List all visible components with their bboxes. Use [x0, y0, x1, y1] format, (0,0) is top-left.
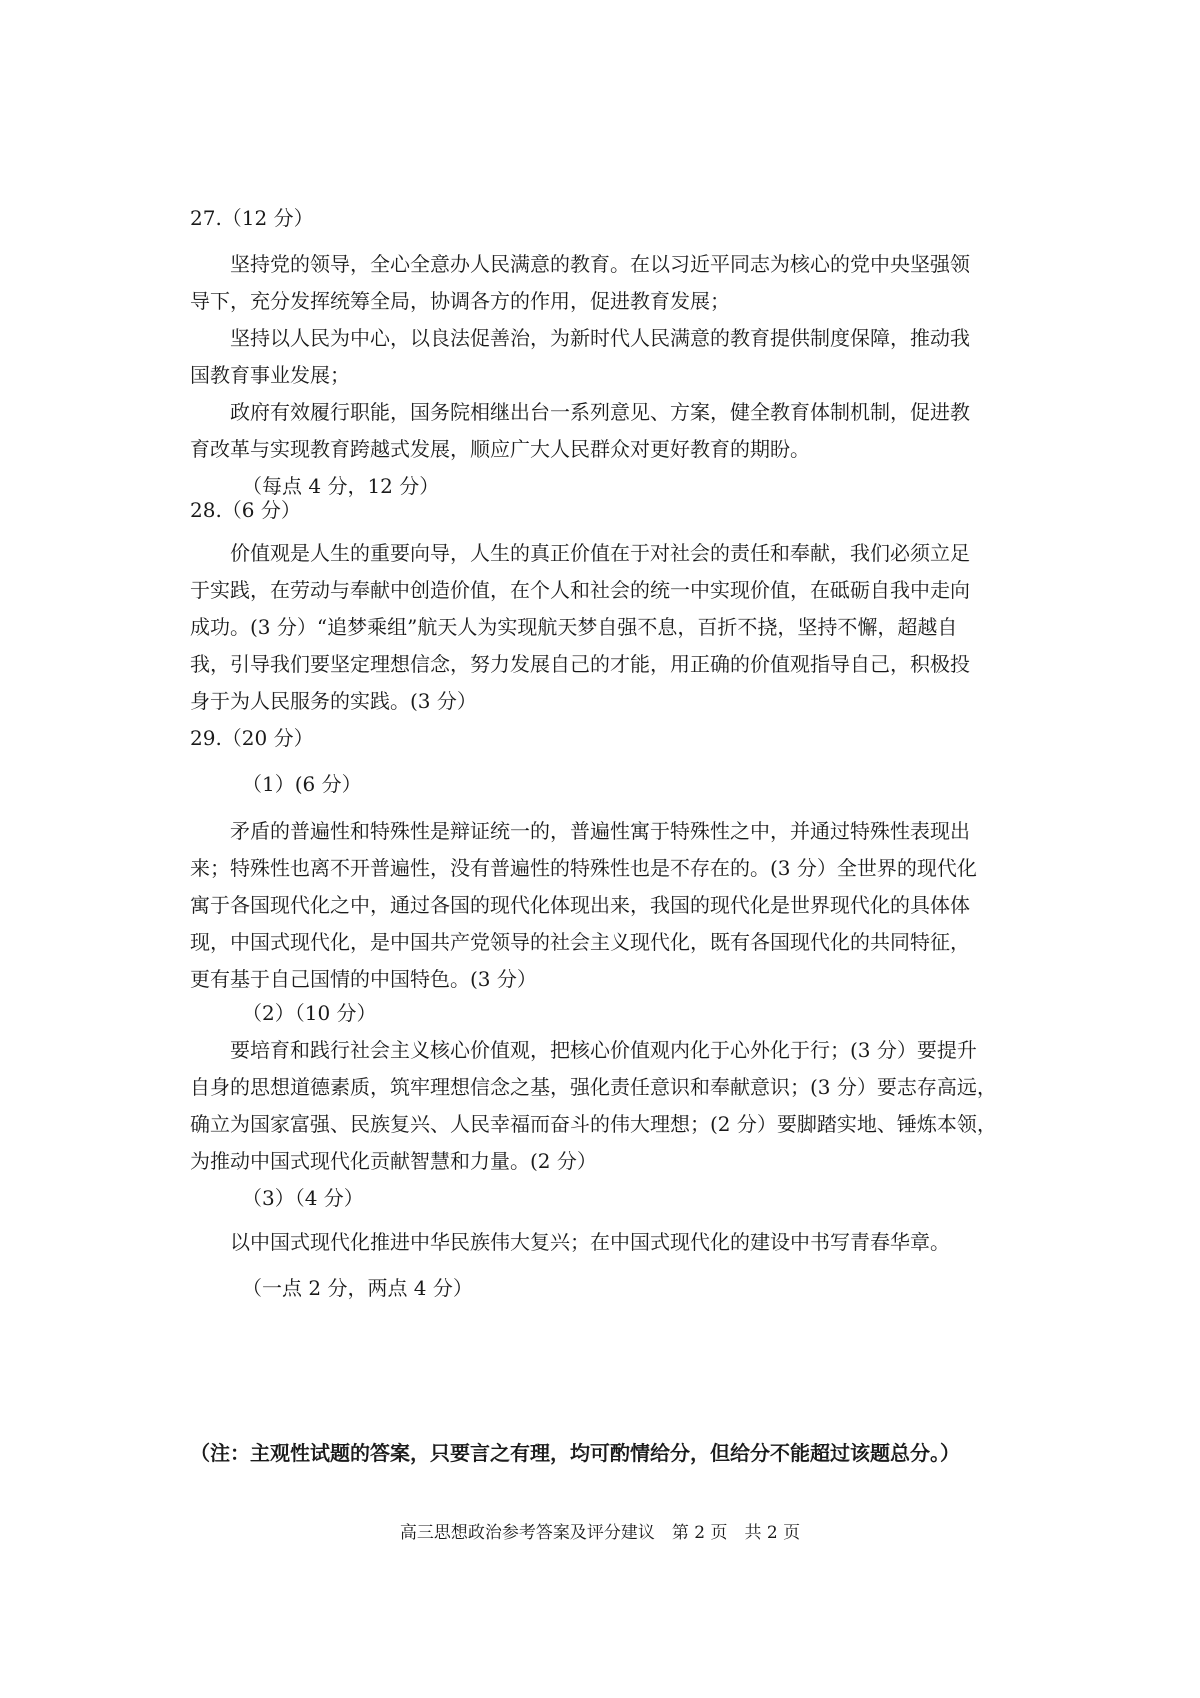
answer-line: 来；特殊性也离不开普遍性，没有普遍性的特殊性也是不存在的。(3 分）全世界的现代化 [190, 856, 977, 880]
question-29-part-1-answer [190, 813, 1025, 998]
question-28-header: 28.（6 分） [190, 498, 301, 522]
answer-line: 导下，充分发挥统筹全局，协调各方的作用，促进教育发展； [190, 289, 730, 313]
answer-line: 国教育事业发展； [190, 363, 350, 387]
answer-line: 身于为人民服务的实践。(3 分） [190, 689, 477, 713]
question-29-part-2 [190, 995, 1025, 1217]
answer-line: 以中国式现代化推进中华民族伟大复兴；在中国式现代化的建设中书写青春华章。 [230, 1230, 950, 1254]
question-29 [190, 720, 1025, 757]
question-27 [190, 200, 1025, 237]
scoring-note: （一点 2 分，两点 4 分） [242, 1276, 473, 1300]
question-29-part-3-scoring [190, 1270, 1025, 1307]
answer-line: 现，中国式现代化，是中国共产党领导的社会主义现代化，既有各国现代化的共同特征， [190, 930, 970, 954]
answer-line: 矛盾的普遍性和特殊性是辩证统一的，普遍性寓于特殊性之中，并通过特殊性表现出 [230, 819, 970, 843]
part-header: （2）（10 分） [242, 1001, 377, 1025]
answer-line: 确立为国家富强、民族复兴、人民幸福而奋斗的伟大理想；(2 分）要脚踏实地、锤炼本领， [190, 1112, 997, 1136]
question-29-header: 29.（20 分） [190, 726, 314, 750]
question-29-part-1 [190, 766, 1025, 803]
answer-line: 寓于各国现代化之中，通过各国的现代化体现出来，我国的现代化是世界现代化的具体体 [190, 893, 970, 917]
answer-line: 政府有效履行职能，国务院相继出台一系列意见、方案，健全教育体制机制，促进教 [230, 400, 970, 424]
answer-line: 价值观是人生的重要向导，人生的真正价值在于对社会的责任和奉献，我们必须立足 [230, 541, 970, 565]
question-28-answer [190, 535, 1025, 720]
answer-line: 更有基于自己国情的中国特色。(3 分） [190, 967, 537, 991]
question-29-part-3-answer [190, 1224, 1025, 1261]
answer-line: 坚持以人民为中心，以良法促善治，为新时代人民满意的教育提供制度保障，推动我 [230, 326, 970, 350]
answer-line: 我，引导我们要坚定理想信念，努力发展自己的才能，用正确的价值观指导自己，积极投 [190, 652, 970, 676]
answer-line: 要培育和践行社会主义核心价值观，把核心价值观内化于心外化于行；(3 分）要提升 [230, 1038, 977, 1062]
grading-note: （注：主观性试题的答案，只要言之有理，均可酌情给分，但给分不能超过该题总分。） [190, 1441, 960, 1465]
answer-line: 坚持党的领导，全心全意办人民满意的教育。在以习近平同志为核心的党中央坚强领 [230, 252, 970, 276]
part-header: （3）（4 分） [242, 1186, 364, 1210]
answer-line: 成功。(3 分）“追梦乘组”航天人为实现航天梦自强不息，百折不挠，坚持不懈，超越自 [190, 615, 958, 639]
answer-line: 育改革与实现教育跨越式发展，顺应广大人民群众对更好教育的期盼。 [190, 437, 810, 461]
answer-line: 为推动中国式现代化贡献智慧和力量。(2 分） [190, 1149, 597, 1173]
question-27-header: 27.（12 分） [190, 206, 314, 230]
part-header: （1）(6 分） [242, 772, 362, 796]
question-27-answer [190, 246, 1025, 505]
page-footer: 高三思想政治参考答案及评分建议 第 2 页 共 2 页 [399, 1523, 801, 1543]
answer-line: 自身的思想道德素质，筑牢理想信念之基，强化责任意识和奉献意识；(3 分）要志存高远， [190, 1075, 997, 1099]
question-28 [190, 492, 1025, 529]
answer-line: 于实践，在劳动与奉献中创造价值，在个人和社会的统一中实现价值，在砥砺自我中走向 [190, 578, 970, 602]
scoring-note: （每点 4 分，12 分） [242, 474, 440, 498]
